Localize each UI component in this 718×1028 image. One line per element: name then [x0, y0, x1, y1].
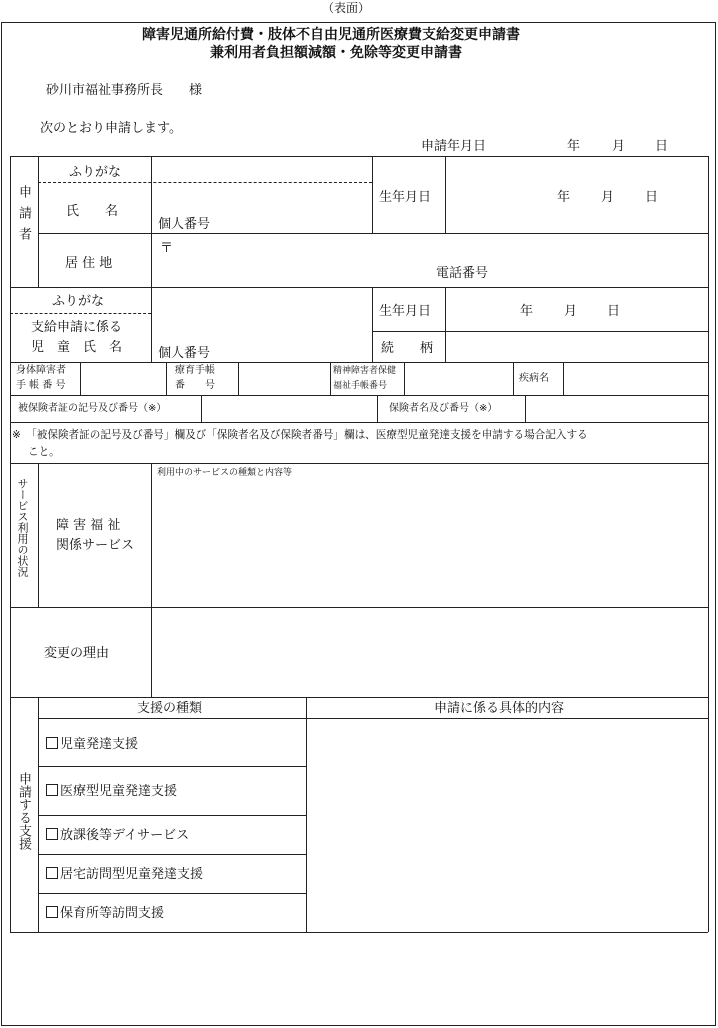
- applicant-birth-label: 生年月日: [379, 190, 432, 205]
- applicant-birth-month[interactable]: 月: [601, 190, 615, 205]
- child-birth-day[interactable]: 日: [607, 304, 621, 319]
- service-row-label-line2: 関係サービス: [56, 538, 135, 553]
- support-option-after-school-day-service[interactable]: 放課後等デイサービス: [46, 828, 189, 842]
- form-title-line2: 兼利用者負担額減額・免除等変更申請書: [210, 45, 462, 61]
- child-furigana-label: ふりがな: [52, 294, 105, 309]
- applicant-address-label: 居 住 地: [65, 256, 113, 271]
- child-my-number-label: 個人番号: [158, 346, 211, 361]
- physical-cert-label-line1: 身体障害者: [16, 365, 66, 376]
- mental-cert-label-line2: 福祉手帳番号: [333, 381, 388, 391]
- applicant-my-number-label: 個人番号: [158, 217, 211, 232]
- application-month[interactable]: 月: [612, 139, 626, 154]
- insurer-label: 保険者名及び番号（※）: [389, 403, 498, 414]
- child-relation-label: 続 柄: [381, 341, 434, 356]
- support-type-header: 支援の種類: [137, 701, 203, 716]
- applicant-birth-year[interactable]: 年: [557, 190, 571, 205]
- application-year[interactable]: 年: [567, 139, 581, 154]
- child-name-label-line2: 児 童 氏 名: [31, 340, 123, 355]
- support-option-child-development[interactable]: 児童発達支援: [46, 737, 138, 751]
- postal-mark: 〒: [160, 241, 174, 256]
- child-name-label-line1: 支給申請に係る: [31, 320, 123, 335]
- note-line1: ※ 「被保険者証の記号及び番号」欄及び「保険者名及び保険者番号」欄は、医療型児童発達支援を申請する場合記入する: [12, 429, 588, 441]
- service-row-label-line1: 障 害 福 祉: [56, 518, 121, 533]
- support-content-header: 申請に係る具体的内容: [434, 701, 565, 716]
- child-birth-month[interactable]: 月: [564, 304, 578, 319]
- intro-text: 次のとおり申請します。: [40, 121, 182, 136]
- applicant-phone-label: 電話番号: [436, 266, 489, 281]
- checkbox[interactable]: [46, 828, 58, 840]
- page-header: （表面）: [322, 1, 371, 15]
- checkbox[interactable]: [46, 906, 58, 918]
- ryoiku-cert-label-line2: 番 号: [175, 380, 215, 391]
- service-status-section-label: サービス利用の状況: [16, 478, 29, 577]
- disease-label: 疾病名: [519, 373, 549, 384]
- requested-support-section-label: 申請する支援: [16, 772, 31, 850]
- ryoiku-cert-label-line1: 療育手帳: [175, 365, 215, 376]
- checkbox[interactable]: [46, 867, 58, 879]
- applicant-furigana-label: ふりがな: [69, 165, 122, 180]
- child-birth-label: 生年月日: [379, 304, 432, 319]
- form-title-line1: 障害児通所給付費・肢体不自由児通所医療費支給変更申請書: [142, 27, 520, 43]
- support-option-medical-child-development[interactable]: 医療型児童発達支援: [46, 784, 177, 798]
- service-in-use-label: 利用中のサービスの種類と内容等: [157, 468, 293, 478]
- support-option-nursery-visit-support[interactable]: 保育所等訪問支援: [46, 906, 164, 920]
- support-option-home-visit-child-development[interactable]: 居宅訪問型児童発達支援: [46, 867, 203, 881]
- mental-cert-label-line1: 精神障害者保健: [333, 366, 397, 376]
- change-reason-label: 変更の理由: [44, 646, 110, 661]
- applicant-name-label: 氏 名: [66, 204, 119, 219]
- checkbox[interactable]: [46, 784, 58, 796]
- checkbox[interactable]: [46, 737, 58, 749]
- child-birth-year[interactable]: 年: [520, 304, 534, 319]
- applicant-birth-day[interactable]: 日: [645, 190, 659, 205]
- addressee: 砂川市福祉事務所長 様: [46, 83, 203, 98]
- applicant-section-label: 申請者: [16, 185, 31, 248]
- physical-cert-label-line2: 手 帳 番 号: [16, 380, 66, 391]
- note-line2: こと。: [28, 446, 60, 458]
- application-day[interactable]: 日: [655, 139, 669, 154]
- application-date-label: 申請年月日: [421, 139, 487, 154]
- insured-number-label: 被保険者証の記号及び番号（※）: [18, 403, 167, 414]
